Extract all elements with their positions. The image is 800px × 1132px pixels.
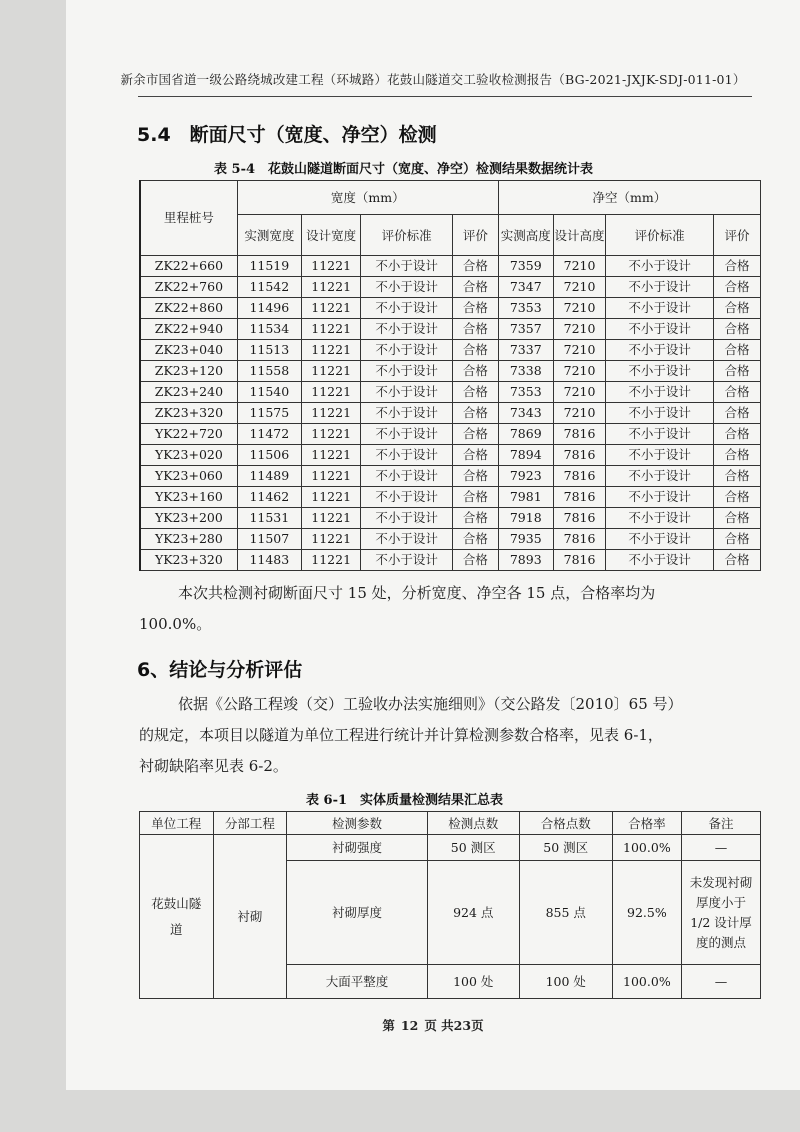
cell-width-eval: 合格 [452,340,498,361]
cell-width-eval: 合格 [452,403,498,424]
cell-design-height: 7210 [553,361,606,382]
cell-width-standard: 不小于设计 [361,529,453,550]
t61-col-pass-rate: 合格率 [612,812,681,835]
t61-col-unit: 单位工程 [140,812,214,835]
cell-station: ZK22+660 [140,256,237,277]
cell-station: YK23+060 [140,466,237,487]
cell-station: ZK23+120 [140,361,237,382]
col-design-height: 设计高度 [553,215,606,256]
t61-pass-rate: 100.0% [612,965,681,999]
cell-measured-height: 7357 [498,319,553,340]
cell-design-width: 11221 [301,298,361,319]
cell-measured-height: 7894 [498,445,553,466]
t61-pass-points: 855 点 [519,861,612,965]
t61-col-points: 检测点数 [427,812,519,835]
cell-height-eval: 合格 [713,424,760,445]
cell-width-eval: 合格 [452,319,498,340]
cell-design-width: 11221 [301,340,361,361]
cell-measured-height: 7353 [498,298,553,319]
t61-pass-rate: 92.5% [612,861,681,965]
cell-measured-width: 11558 [237,361,301,382]
cell-height-standard: 不小于设计 [606,445,714,466]
cell-design-height: 7816 [553,445,606,466]
cell-height-standard: 不小于设计 [606,319,714,340]
cell-station: YK23+020 [140,445,237,466]
footer-page-number: 12 [400,1018,419,1033]
table-row [140,256,761,277]
t61-remark: — [681,835,760,861]
para-5-4-line1: 本次共检测衬砌断面尺寸 15 处，分析宽度、净空各 15 点，合格率均为 [178,584,656,602]
t61-remark: — [681,965,760,999]
cell-width-eval: 合格 [452,256,498,277]
cell-design-width: 11221 [301,319,361,340]
cell-height-standard: 不小于设计 [606,529,714,550]
cell-design-height: 7210 [553,319,606,340]
cell-height-standard: 不小于设计 [606,403,714,424]
table-row [140,550,761,571]
table-row [140,382,761,403]
t61-col-param: 检测参数 [287,812,428,835]
cell-measured-height: 7935 [498,529,553,550]
table-row [140,319,761,340]
header-divider [138,96,752,97]
t61-points: 50 测区 [427,835,519,861]
cell-design-width: 11221 [301,529,361,550]
cell-width-eval: 合格 [452,529,498,550]
table-row [140,277,761,298]
cell-measured-width: 11496 [237,298,301,319]
cell-station: ZK22+760 [140,277,237,298]
cell-height-eval: 合格 [713,319,760,340]
cell-width-standard: 不小于设计 [361,256,453,277]
cell-measured-width: 11483 [237,550,301,571]
t61-pass-rate: 100.0% [612,835,681,861]
para-6-line1: 依据《公路工程竣（交）工验收办法实施细则》（交公路发〔2010〕65 号） [178,695,683,713]
cell-design-width: 11221 [301,466,361,487]
cell-width-eval: 合格 [452,466,498,487]
cell-design-height: 7210 [553,256,606,277]
para-5-4-line2: 100.0%。 [139,615,212,633]
cell-height-eval: 合格 [713,550,760,571]
cell-design-width: 11221 [301,256,361,277]
cell-height-eval: 合格 [713,508,760,529]
cell-design-height: 7816 [553,466,606,487]
cell-height-standard: 不小于设计 [606,466,714,487]
cell-height-standard: 不小于设计 [606,487,714,508]
cell-measured-height: 7347 [498,277,553,298]
cell-width-standard: 不小于设计 [361,340,453,361]
cell-measured-width: 11462 [237,487,301,508]
t61-division-cell: 衬砌 [213,835,287,999]
footer-mid: 页 共 [424,1018,454,1033]
table-5-4 [139,180,761,571]
cell-height-standard: 不小于设计 [606,256,714,277]
cell-measured-width: 11531 [237,508,301,529]
cell-height-eval: 合格 [713,298,760,319]
cell-width-standard: 不小于设计 [361,445,453,466]
cell-height-eval: 合格 [713,445,760,466]
col-width-eval: 评价 [452,215,498,256]
cell-design-height: 7816 [553,550,606,571]
cell-design-height: 7816 [553,487,606,508]
clearance-group-header: 净空（mm） [498,181,760,215]
cell-width-standard: 不小于设计 [361,298,453,319]
cell-width-standard: 不小于设计 [361,550,453,571]
cell-width-eval: 合格 [452,445,498,466]
cell-measured-width: 11513 [237,340,301,361]
cell-design-width: 11221 [301,424,361,445]
cell-width-standard: 不小于设计 [361,424,453,445]
cell-width-eval: 合格 [452,550,498,571]
cell-measured-width: 11506 [237,445,301,466]
cell-width-standard: 不小于设计 [361,466,453,487]
t61-unit-cell: 花鼓山隧道 [140,835,214,999]
cell-width-standard: 不小于设计 [361,487,453,508]
t61-pass-points: 100 处 [519,965,612,999]
col-height-standard: 评价标准 [606,215,714,256]
cell-height-eval: 合格 [713,256,760,277]
cell-height-standard: 不小于设计 [606,550,714,571]
cell-station: ZK23+040 [140,340,237,361]
table-row [140,445,761,466]
cell-design-height: 7816 [553,529,606,550]
t61-col-remark: 备注 [681,812,760,835]
t61-points: 100 处 [427,965,519,999]
cell-height-eval: 合格 [713,340,760,361]
page-header: 新余市国省道一级公路绕城改建工程（环城路）花鼓山隧道交工验收检测报告（BG-2021-JXJK-SDJ-011-01） [120,72,746,87]
cell-design-width: 11221 [301,361,361,382]
cell-measured-height: 7338 [498,361,553,382]
col-measured-height: 实测高度 [498,215,553,256]
cell-design-width: 11221 [301,382,361,403]
cell-height-standard: 不小于设计 [606,298,714,319]
cell-width-standard: 不小于设计 [361,319,453,340]
cell-measured-height: 7343 [498,403,553,424]
cell-width-standard: 不小于设计 [361,508,453,529]
cell-station: YK23+280 [140,529,237,550]
cell-design-width: 11221 [301,550,361,571]
cell-measured-width: 11489 [237,466,301,487]
footer-suffix: 页 [471,1018,484,1033]
cell-height-standard: 不小于设计 [606,382,714,403]
cell-design-width: 11221 [301,508,361,529]
report-page [66,0,800,1090]
table-5-4-caption: 表 5-4 花鼓山隧道断面尺寸（宽度、净空）检测结果数据统计表 [214,162,594,177]
table-row [140,424,761,445]
cell-width-standard: 不小于设计 [361,361,453,382]
cell-design-width: 11221 [301,277,361,298]
cell-height-eval: 合格 [713,487,760,508]
cell-measured-height: 7353 [498,382,553,403]
cell-measured-height: 7923 [498,466,553,487]
cell-height-standard: 不小于设计 [606,277,714,298]
col-design-width: 设计宽度 [301,215,361,256]
cell-measured-width: 11534 [237,319,301,340]
cell-measured-height: 7918 [498,508,553,529]
cell-width-eval: 合格 [452,424,498,445]
cell-height-standard: 不小于设计 [606,361,714,382]
cell-design-height: 7210 [553,298,606,319]
cell-width-eval: 合格 [452,361,498,382]
cell-width-eval: 合格 [452,508,498,529]
cell-station: YK23+320 [140,550,237,571]
cell-station: ZK22+860 [140,298,237,319]
table-row [140,508,761,529]
cell-width-standard: 不小于设计 [361,382,453,403]
cell-width-eval: 合格 [452,487,498,508]
cell-design-width: 11221 [301,487,361,508]
cell-height-eval: 合格 [713,403,760,424]
table-row [140,340,761,361]
col-width-standard: 评价标准 [361,215,453,256]
cell-measured-width: 11507 [237,529,301,550]
cell-height-eval: 合格 [713,361,760,382]
cell-measured-width: 11575 [237,403,301,424]
col-height-eval: 评价 [713,215,760,256]
cell-measured-width: 11540 [237,382,301,403]
footer-prefix: 第 [382,1018,395,1033]
cell-measured-height: 7869 [498,424,553,445]
cell-design-width: 11221 [301,445,361,466]
cell-station: YK23+200 [140,508,237,529]
cell-height-standard: 不小于设计 [606,424,714,445]
cell-measured-height: 7981 [498,487,553,508]
para-6-line2: 的规定，本项目以隧道为单位工程进行统计并计算检测参数合格率，见表 6-1， [139,726,663,744]
cell-station: ZK23+240 [140,382,237,403]
cell-measured-width: 11519 [237,256,301,277]
cell-height-eval: 合格 [713,382,760,403]
cell-measured-height: 7359 [498,256,553,277]
table-row [140,298,761,319]
section-5-4-title: 5.4 断面尺寸（宽度、净空）检测 [137,124,437,146]
cell-design-height: 7210 [553,277,606,298]
table-row [140,487,761,508]
table-row [140,403,761,424]
cell-design-height: 7816 [553,508,606,529]
cell-measured-height: 7337 [498,340,553,361]
table-5-4-body [140,256,761,571]
t61-param: 衬砌强度 [287,835,428,861]
table-6-1 [139,811,761,999]
cell-width-standard: 不小于设计 [361,277,453,298]
cell-measured-height: 7893 [498,550,553,571]
para-6-line3: 衬砌缺陷率见表 6-2。 [139,757,288,775]
cell-width-eval: 合格 [452,277,498,298]
cell-height-standard: 不小于设计 [606,508,714,529]
cell-width-eval: 合格 [452,382,498,403]
col-measured-width: 实测宽度 [237,215,301,256]
cell-design-height: 7210 [553,382,606,403]
cell-station: ZK22+940 [140,319,237,340]
table-row [140,529,761,550]
cell-measured-width: 11472 [237,424,301,445]
cell-design-width: 11221 [301,403,361,424]
cell-design-height: 7816 [553,424,606,445]
col-station-header: 里程桩号 [140,181,237,256]
cell-width-standard: 不小于设计 [361,403,453,424]
section-6-title: 6、结论与分析评估 [137,659,303,681]
page-footer [66,1016,800,1034]
cell-design-height: 7210 [553,340,606,361]
cell-width-eval: 合格 [452,298,498,319]
table-6-1-caption: 表 6-1 实体质量检测结果汇总表 [306,793,504,808]
t61-param: 衬砌厚度 [287,861,428,965]
cell-station: ZK23+320 [140,403,237,424]
t61-pass-points: 50 测区 [519,835,612,861]
table-row [140,361,761,382]
footer-page-total: 23 [453,1018,472,1033]
cell-design-height: 7210 [553,403,606,424]
cell-station: YK23+160 [140,487,237,508]
cell-height-eval: 合格 [713,466,760,487]
cell-height-standard: 不小于设计 [606,340,714,361]
cell-height-eval: 合格 [713,529,760,550]
cell-station: YK22+720 [140,424,237,445]
cell-measured-width: 11542 [237,277,301,298]
table-row [140,466,761,487]
t61-remark: 未发现衬砌厚度小于 1/2 设计厚度的测点 [681,861,760,965]
width-group-header: 宽度（mm） [237,181,498,215]
t61-points: 924 点 [427,861,519,965]
cell-height-eval: 合格 [713,277,760,298]
t61-col-pass-points: 合格点数 [519,812,612,835]
t61-col-division: 分部工程 [213,812,287,835]
t61-param: 大面平整度 [287,965,428,999]
